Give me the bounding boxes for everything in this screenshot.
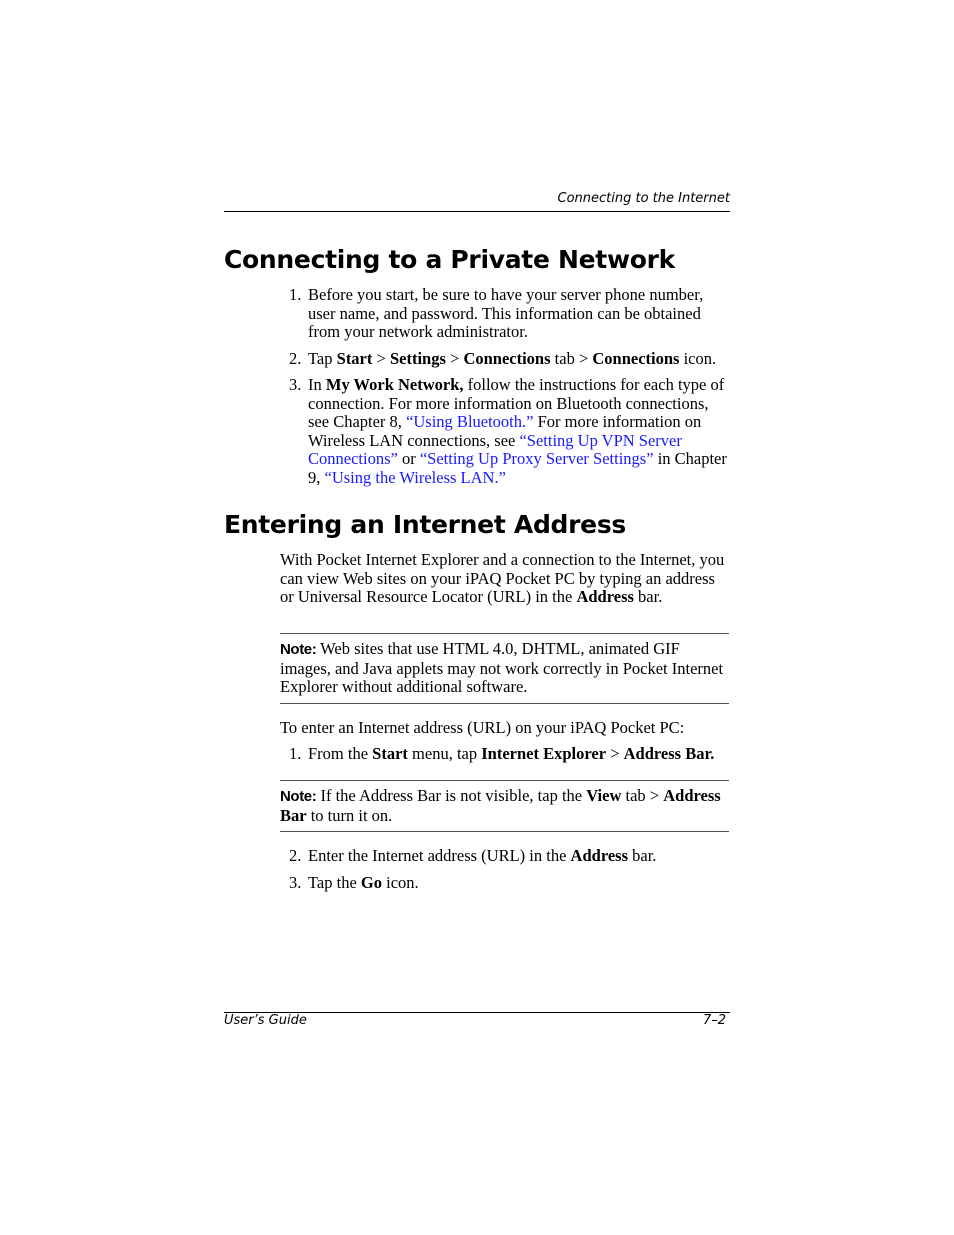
list-item [289, 745, 729, 764]
intro-paragraph: With Pocket Internet Explorer and a connection to the Internet, you can view Web sites on your iPAQ Pocket PC by typing an address or Universal Resource Locator (URL) in the Address bar. [280, 550, 725, 606]
link-proxy-server-settings[interactable]: “Setting Up Proxy Server Settings” [419, 449, 654, 468]
footer-guide-title: User’s Guide [224, 1013, 307, 1028]
note-box: Note: If the Address Bar is not visible, tap the View tab > Address Bar to turn it on. [280, 786, 721, 825]
section-title-private-network: Connecting to a Private Network [224, 245, 675, 274]
step-text: Tap the Go icon. [308, 873, 419, 892]
note-rule-top [280, 780, 729, 781]
list-item [289, 350, 729, 369]
header-rule [224, 211, 730, 212]
ui-term: My Work Network, [325, 375, 464, 394]
step-text: Before you start, be sure to have your server phone number, user name, and password. This information can be obtained from your network administrator. [308, 285, 704, 341]
ui-term: Address [576, 587, 634, 606]
step-number: 1. [289, 285, 302, 304]
note-label: Note: [280, 641, 317, 658]
note-rule-bottom [280, 703, 729, 704]
note-rule-bottom [280, 831, 729, 832]
lead-paragraph: To enter an Internet address (URL) on your iPAQ Pocket PC: [280, 718, 685, 737]
step-number: 3. [289, 873, 302, 892]
ui-term: Start [372, 744, 408, 763]
ui-term: Address Bar [280, 786, 721, 825]
running-header: Connecting to the Internet [557, 191, 730, 206]
ui-term: Address Bar. [623, 744, 715, 763]
step-number: 1. [289, 744, 302, 763]
page-number: 7–2 [702, 1013, 726, 1028]
list-item [289, 376, 729, 487]
ui-term: Address [570, 846, 629, 865]
note-label: Note: [280, 788, 317, 805]
ui-term: Connections [463, 349, 551, 368]
ui-term: Connections [592, 349, 680, 368]
ui-term: Start [336, 349, 373, 368]
note-box: Note: Web sites that use HTML 4.0, DHTML, animated GIF images, and Java applets may not work correctly in Pocket Internet Explorer without additional software. [280, 639, 724, 696]
list-item [289, 874, 729, 893]
ui-term: Settings [389, 349, 446, 368]
ui-term: Internet Explorer [481, 744, 607, 763]
step-number: 3. [289, 375, 302, 394]
link-using-bluetooth[interactable]: “Using Bluetooth.” [406, 412, 534, 431]
step-text: In My Work Network, follow the instructions for each type of connection. For more information on Bluetooth connections, see Chapter 8, “Using Bluetooth.” For more information on Wireless LAN connections, see “Setting Up VPN Server Connections” or “Setting Up Proxy Server Settings” in Chapter 9, “Using the Wireless LAN.” [308, 375, 727, 487]
step-text: Enter the Internet address (URL) in the Address bar. [308, 846, 657, 865]
list-item [289, 847, 729, 866]
section-title-internet-address: Entering an Internet Address [224, 510, 626, 539]
note-rule-top [280, 633, 729, 634]
list-item [289, 286, 729, 342]
step-text: From the Start menu, tap Internet Explorer > Address Bar. [308, 744, 715, 763]
step-number: 2. [289, 349, 302, 368]
link-vpn-server-connections[interactable]: “Setting Up VPN Server Connections” [308, 430, 682, 468]
ui-term: Go [360, 873, 383, 892]
ui-term: View [586, 786, 622, 805]
step-text: Tap Start > Settings > Connections tab > Connections icon. [308, 349, 717, 368]
link-using-wireless-lan[interactable]: “Using the Wireless LAN.” [324, 467, 506, 487]
step-number: 2. [289, 846, 302, 865]
